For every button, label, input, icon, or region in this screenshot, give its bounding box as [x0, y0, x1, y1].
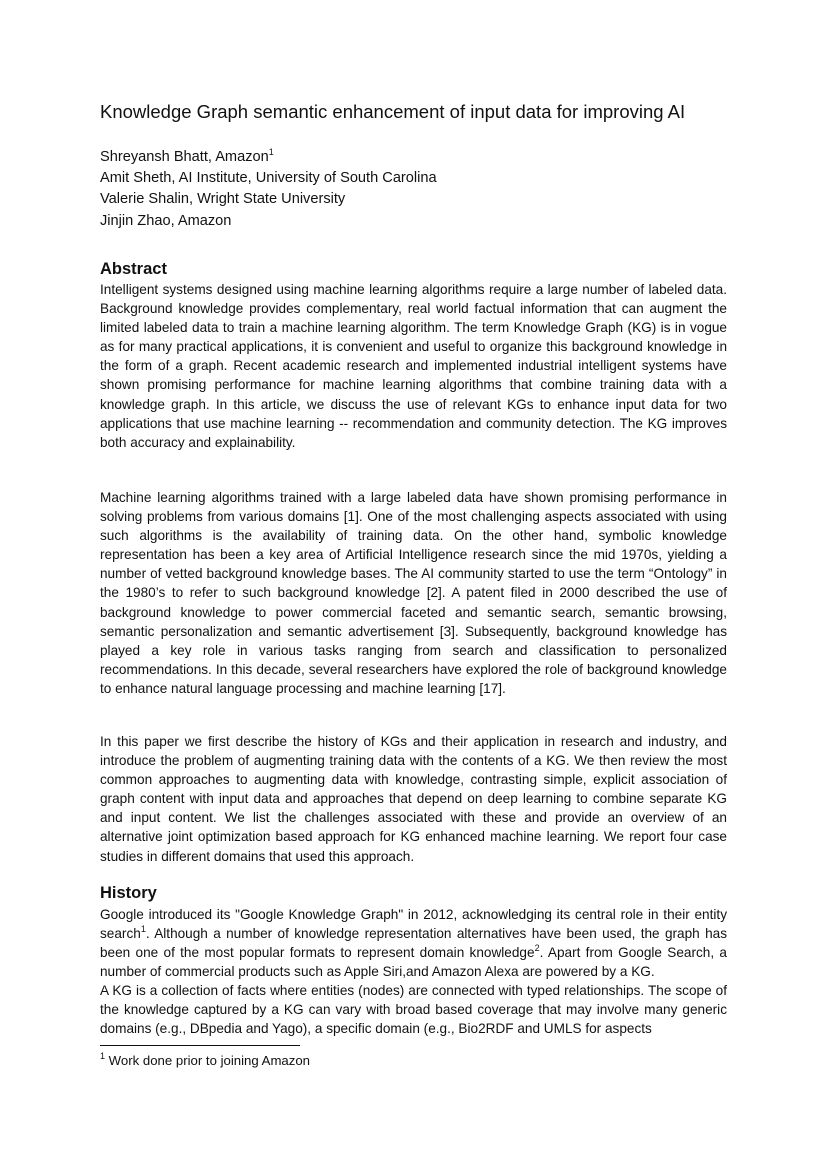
author-line: [100, 147, 740, 168]
author-list: [100, 147, 740, 232]
footnote-text: Work done prior to joining Amazon: [105, 1053, 311, 1068]
author-line: Valerie Shalin, Wright State University: [100, 191, 346, 208]
intro-paragraph-2: In this paper we first describe the history of KGs and their application in research and industry, and introduce the problem of augmenting training data with the contents of a KG. We then review the most common approaches to augmenting data with knowledge, contrasting simple, explicit association of graph content with input data and approaches that depend on deep learning to combine separate KG and input content. We list the challenges associated with these and provide an overview of an alternative joint optimization based approach for KG enhanced machine learning. We report four case studies in different domains that used this approach.: [100, 734, 727, 864]
intro-paragraph-1: Machine learning algorithms trained with a large labeled data have shown promising performance in solving problems from various domains [1]. One of the most challenging aspects associated with using such algorithms is the availability of training data. On the other hand, symbolic knowledge representation has been a key area of Artificial Intelligence research since the mid 1970s, yielding a number of vetted background knowledge bases. The AI community started to use the term “Ontology” in the 1980’s to refer to such background knowledge [2]. A patent filed in 2000 described the use of background knowledge to power commercial faceted and semantic search, semantic browsing, semantic personalization and semantic advertisement [3]. Subsequently, background knowledge has played a key role in various tasks ranging from search and classification to personalized recommendations. In this decade, several researchers have explored the role of background knowledge to enhance natural language processing and machine learning [17].: [100, 490, 727, 696]
abstract-text: Intelligent systems designed using machine learning algorithms require a large number of labeled data. Background knowledge provides complementary, real world factual information that can augment the limited labeled data to train a machine learning algorithm. The term Knowledge Graph (KG) is in vogue as for many practical applications, it is convenient and useful to organize this background knowledge in the form of a graph. Recent academic research and implemented industrial intelligent systems have shown promising performance for machine learning algorithms that combine training data with a knowledge graph. In this article, we discuss the use of relevant KGs to enhance input data for two applications that use machine learning -- recommendation and community detection. The KG improves both accuracy and explainability.: [100, 282, 727, 450]
author-footnote-mark: 1: [268, 147, 274, 157]
abstract-heading: Abstract: [100, 260, 167, 278]
history-text-part: . Apart from Google Search, a number of commercial products such as Apple Siri,and Amazon Alexa are powered by a KG.: [100, 945, 727, 980]
footnote-number: 1: [100, 1051, 106, 1061]
footnote-mark: 2: [534, 943, 540, 954]
footnote-mark: 1: [140, 924, 146, 935]
history-text-part: Google introduced its "Google Knowledge Graph" in 2012, acknowledging its central role in their entity search: [100, 907, 727, 942]
author-line: Jinjin Zhao, Amazon: [100, 212, 232, 229]
footnote: [100, 1052, 310, 1070]
history-paragraph-1: [100, 905, 727, 981]
history-heading: History: [100, 884, 157, 902]
paper-title: Knowledge Graph semantic enhancement of input data for improving AI: [100, 101, 686, 122]
author-line: Amit Sheth, AI Institute, University of South Carolina: [100, 170, 437, 187]
history-text-part: . Although a number of knowledge representation alternatives have been used, the graph has been one of the most popular formats to represent domain knowledge: [100, 926, 727, 961]
author-name: Shreyansh Bhatt, Amazon: [100, 149, 269, 165]
footnote-divider: [100, 1045, 300, 1046]
history-paragraph-2: A KG is a collection of facts where entities (nodes) are connected with typed relationships. The scope of the knowledge captured by a KG can vary with broad based coverage that may involve many generic domains (e.g., DBpedia and Yago), a specific domain (e.g., Bio2RDF and UMLS for aspects: [100, 983, 727, 1037]
